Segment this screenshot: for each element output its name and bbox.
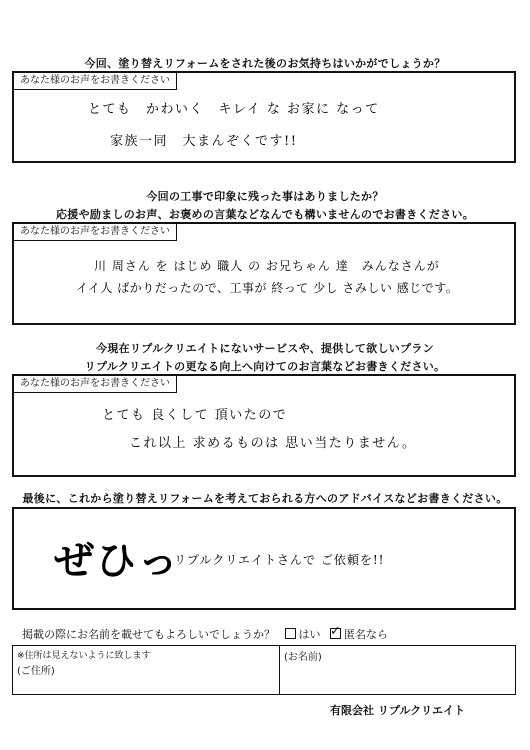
box-label: あなた様のお声をお書きください: [14, 376, 177, 393]
answer-line: とても 良くして 頂いたので: [102, 408, 288, 423]
answer-line: とても かわいく キレイ な お家に なって: [88, 102, 380, 117]
answer-big-text: ぜひっ: [54, 537, 180, 584]
question-2-line-1: 今回の工事で印象に残った事はありましたか？: [146, 190, 384, 203]
question-3-line-2: リプルクリエイトの更なる向上へ向けてのお言葉などお書きください。: [84, 360, 446, 373]
name-label: (お名前): [284, 652, 322, 663]
question-2-line-2: 応援や励ましのお声、お褒めの言葉などなんでも構いませんのでお書きください。: [55, 208, 475, 221]
consent-row: [22, 626, 388, 642]
answer-box-2: [12, 222, 516, 325]
question-4: 最後に、これから塗り替えリフォームを考えておられる方へのアドバイスなどお書きください。: [22, 492, 508, 505]
address-name-block: [12, 645, 516, 695]
company-name: 有限会社 リプルクリエイト: [330, 704, 465, 717]
answer-box-3: [12, 374, 516, 477]
answer-box-1: [12, 71, 516, 163]
address-note: ※住所は見えないように致します: [17, 651, 151, 661]
option-yes-label: はい: [298, 628, 321, 641]
box-label: あなた様のお声をお書きください: [14, 73, 177, 90]
question-1: 今回、塗り替えリフォームをされた後のお気持ちはいかがでしょうか？: [84, 57, 446, 70]
answer-small-text: リプルクリエイトさんで ご依頼を!!: [174, 553, 385, 567]
answer-line: 家族一同 大まんぞくです!!: [110, 134, 298, 149]
checkbox-yes[interactable]: [285, 628, 296, 639]
question-3-line-1: 今現在リプルクリエイトにないサービスや、提供して欲しいプラン: [96, 342, 434, 355]
answer-box-4: [12, 507, 516, 610]
checkbox-anonymous[interactable]: [330, 628, 341, 639]
option-anonymous-label: 匿名なら: [344, 628, 388, 641]
answer-line: これ以上 求めるものは 思い当たりません。: [129, 436, 417, 451]
name-cell[interactable]: [280, 646, 515, 694]
answer-line: イイ人 ばかりだったので、工事が 終って 少し さみしい 感じです。: [76, 281, 459, 295]
consent-question: 掲載の際にお名前を載せてもよろしいでしょうか？: [22, 628, 275, 641]
answer-line: 川 周さん を はじめ 職人 の お兄ちゃん 達 みんなさんが: [94, 259, 440, 273]
address-cell[interactable]: [13, 646, 280, 694]
box-label: あなた様のお声をお書きください: [14, 224, 177, 241]
address-label: (ご住所): [17, 666, 55, 677]
